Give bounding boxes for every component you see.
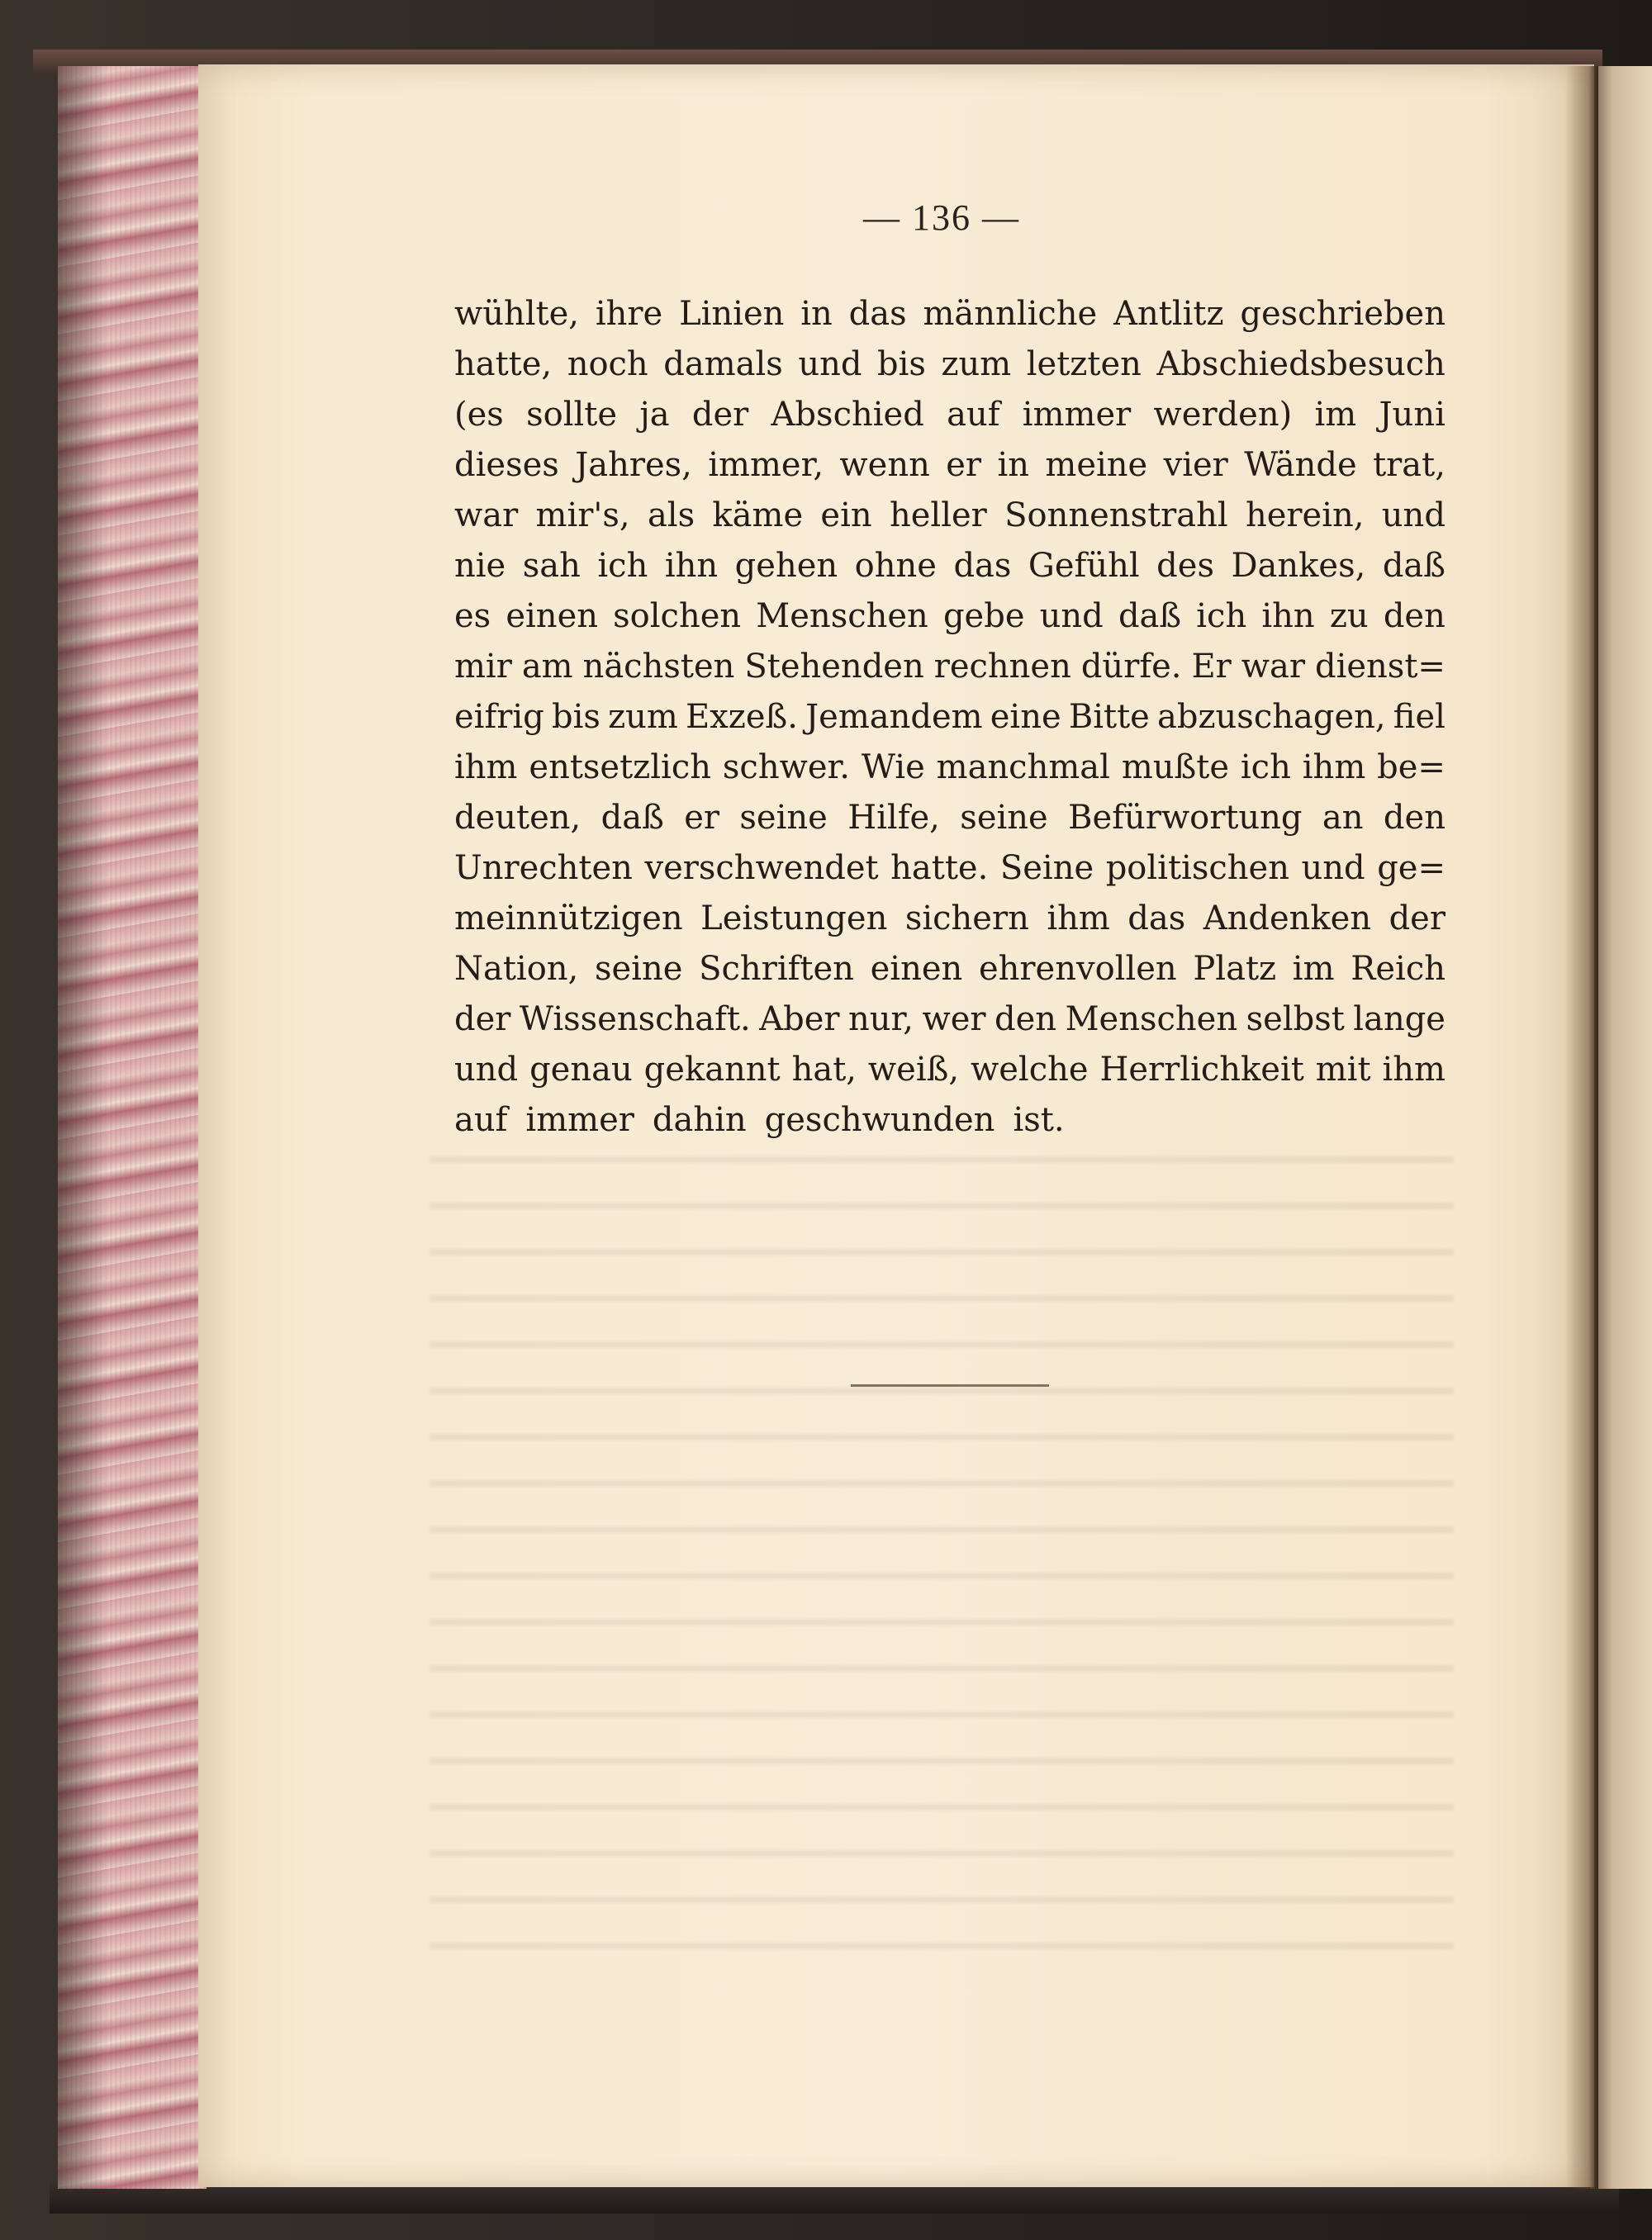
word: sollte — [526, 396, 618, 434]
text-line — [454, 994, 1446, 1045]
word: ihm — [454, 748, 518, 786]
word: Linien — [679, 295, 785, 333]
word: eifrig — [454, 698, 544, 736]
word: ihn — [664, 547, 719, 585]
word: welche — [971, 1051, 1089, 1089]
word: gehen — [734, 547, 838, 585]
text-line — [454, 541, 1446, 591]
word: trat, — [1373, 446, 1446, 484]
word: nächsten — [582, 648, 735, 686]
word: männliche — [923, 295, 1098, 333]
word: genau — [529, 1051, 633, 1089]
word: noch — [567, 345, 648, 383]
word: zu — [1329, 597, 1369, 635]
word: hat, — [791, 1051, 857, 1089]
word: selbst — [1246, 1000, 1345, 1038]
word: Exzeß. — [686, 698, 798, 736]
text-line — [454, 390, 1446, 440]
word: meine — [1045, 446, 1148, 484]
word: mir's, — [535, 496, 630, 534]
word: einen — [870, 950, 963, 988]
word: vier — [1163, 446, 1228, 484]
word: ich — [597, 547, 648, 585]
word: weiß, — [867, 1051, 960, 1089]
word: ihm — [1382, 1051, 1446, 1089]
word: und — [454, 1051, 519, 1089]
word: Reich — [1351, 950, 1446, 988]
word: ehrenvollen — [979, 950, 1177, 988]
facing-page-edge — [1590, 66, 1652, 2189]
word: Nation, — [454, 950, 579, 988]
word: fiel — [1393, 698, 1446, 736]
word: politischen — [1105, 849, 1289, 887]
word: Herrlichkeit — [1099, 1051, 1304, 1089]
word: Leistungen — [700, 899, 888, 937]
word: Gefühl — [1028, 547, 1140, 585]
word: zum — [941, 345, 1012, 383]
word: mußte — [1121, 748, 1229, 786]
word: entsetzlich — [529, 748, 711, 786]
word: auf — [947, 396, 1000, 434]
word: Abschiedsbesuch — [1156, 345, 1446, 383]
word: sah — [522, 547, 581, 585]
word: dahin — [652, 1101, 747, 1139]
text-line — [454, 692, 1446, 743]
word: daß — [601, 799, 664, 837]
word: Wie — [861, 748, 925, 786]
word: seine — [739, 799, 828, 837]
word: das — [953, 547, 1012, 585]
page-gutter — [1565, 66, 1598, 2189]
word: bis — [877, 345, 926, 383]
word: auf — [454, 1101, 508, 1139]
page-stack-shadow — [58, 66, 107, 2189]
word: war — [1241, 648, 1305, 686]
word: ich — [1240, 748, 1291, 786]
word: nie — [454, 547, 506, 585]
word: Stehenden — [744, 648, 924, 686]
text-line — [454, 894, 1446, 944]
word: bis — [551, 698, 601, 736]
word: meinnützigen — [454, 899, 683, 937]
word: im — [1314, 396, 1357, 434]
word: wer — [922, 1000, 986, 1038]
word: werden) — [1153, 396, 1293, 434]
word: seine — [594, 950, 683, 988]
word: rechnen — [933, 648, 1071, 686]
text-line — [454, 743, 1446, 793]
word: seine — [960, 799, 1048, 837]
text-line — [454, 339, 1446, 390]
text-line — [454, 944, 1446, 994]
word: das — [1127, 899, 1186, 937]
word: der — [454, 1000, 511, 1038]
word: be= — [1377, 748, 1446, 786]
word: Er — [1191, 648, 1232, 686]
word: letzten — [1026, 345, 1142, 383]
word: Wissenschaft. — [519, 1000, 751, 1038]
word: am — [521, 648, 573, 686]
word: im — [1292, 950, 1335, 988]
word: abzuschagen, — [1157, 698, 1386, 736]
word: Juni — [1379, 396, 1446, 434]
word: als — [647, 496, 695, 534]
word: und — [1381, 496, 1446, 534]
word: Jemandem — [805, 698, 983, 736]
text-line — [454, 440, 1446, 491]
word: Seine — [999, 849, 1094, 887]
word: geschrieben — [1240, 295, 1446, 333]
word: einen — [506, 597, 599, 635]
text-line — [454, 642, 1446, 692]
word: herein, — [1245, 496, 1365, 534]
word: in — [800, 295, 833, 333]
word: wenn — [839, 446, 930, 484]
word: dürfe. — [1080, 648, 1182, 686]
word: Andenken — [1203, 899, 1372, 937]
word: manchmal — [936, 748, 1110, 786]
word: den — [1383, 597, 1446, 635]
word: geschwunden — [764, 1101, 995, 1139]
word: Unrechten — [454, 849, 633, 887]
word: Abschied — [771, 396, 924, 434]
word: immer — [525, 1101, 634, 1139]
word: und — [1039, 597, 1104, 635]
word: eine — [990, 698, 1061, 736]
word: ja — [639, 396, 670, 434]
word: wühlte, — [454, 295, 580, 333]
word: dieses — [454, 446, 559, 484]
word: heller — [889, 496, 987, 534]
word: es — [454, 597, 491, 635]
text-line — [454, 289, 1446, 339]
word: Platz — [1193, 950, 1277, 988]
text-line — [454, 1045, 1446, 1095]
word: und — [1301, 849, 1365, 887]
word: ein — [820, 496, 872, 534]
word: Dankes, — [1231, 547, 1366, 585]
word: das — [848, 295, 907, 333]
word: an — [1322, 799, 1364, 837]
word: deuten, — [454, 799, 582, 837]
word: lange — [1353, 1000, 1446, 1038]
word: mir — [454, 648, 512, 686]
page-number: — 136 — — [863, 197, 1020, 238]
word: war — [454, 496, 519, 534]
word: gebe — [942, 597, 1025, 635]
word: Antlitz — [1113, 295, 1224, 333]
word: ge= — [1377, 849, 1446, 887]
word: käme — [712, 496, 804, 534]
word: schwer. — [722, 748, 850, 786]
word: ihm — [1302, 748, 1366, 786]
word: ihre — [595, 295, 663, 333]
word: daß — [1118, 597, 1182, 635]
word: mit — [1315, 1051, 1371, 1089]
word: immer, — [708, 446, 824, 484]
word: verschwendet — [644, 849, 879, 887]
word: den — [1383, 799, 1446, 837]
word: Menschen — [1065, 1000, 1238, 1038]
word: hatte. — [890, 849, 989, 887]
word: ihm — [1047, 899, 1110, 937]
text-line — [454, 1095, 1446, 1146]
word: damals — [663, 345, 783, 383]
word: Hilfe, — [847, 799, 940, 837]
word: Befürwortung — [1068, 799, 1303, 837]
body-text — [454, 289, 1446, 1146]
word: gekannt — [643, 1051, 781, 1089]
word: den — [995, 1000, 1057, 1038]
word: ich — [1196, 597, 1247, 635]
word: Jahres, — [575, 446, 692, 484]
word: der — [1389, 899, 1446, 937]
text-line — [454, 793, 1446, 843]
word: Aber — [759, 1000, 840, 1038]
word: Sonnenstrahl — [1004, 496, 1228, 534]
word: immer — [1022, 396, 1132, 434]
word: er — [684, 799, 720, 837]
word: zum — [608, 698, 678, 736]
word: nur, — [848, 1000, 914, 1038]
word: ohne — [854, 547, 937, 585]
word: Menschen — [756, 597, 928, 635]
word: (es — [454, 396, 504, 434]
text-line — [454, 491, 1446, 541]
text-line — [454, 843, 1446, 894]
text-line — [454, 591, 1446, 642]
word: der — [691, 396, 749, 434]
reverse-side-bleed-through — [430, 1123, 1454, 1949]
word: hatte, — [454, 345, 553, 383]
word: Bitte — [1068, 698, 1150, 736]
word: ihn — [1261, 597, 1315, 635]
word: Schriften — [699, 950, 854, 988]
word: ist. — [1013, 1101, 1065, 1139]
word: solchen — [613, 597, 742, 635]
word: und — [798, 345, 862, 383]
section-end-rule — [851, 1384, 1049, 1387]
word: daß — [1382, 547, 1446, 585]
word: sichern — [904, 899, 1029, 937]
word: er — [946, 446, 982, 484]
word: Wände — [1244, 446, 1357, 484]
word: des — [1156, 547, 1214, 585]
word: in — [997, 446, 1029, 484]
word: dienst= — [1314, 648, 1446, 686]
